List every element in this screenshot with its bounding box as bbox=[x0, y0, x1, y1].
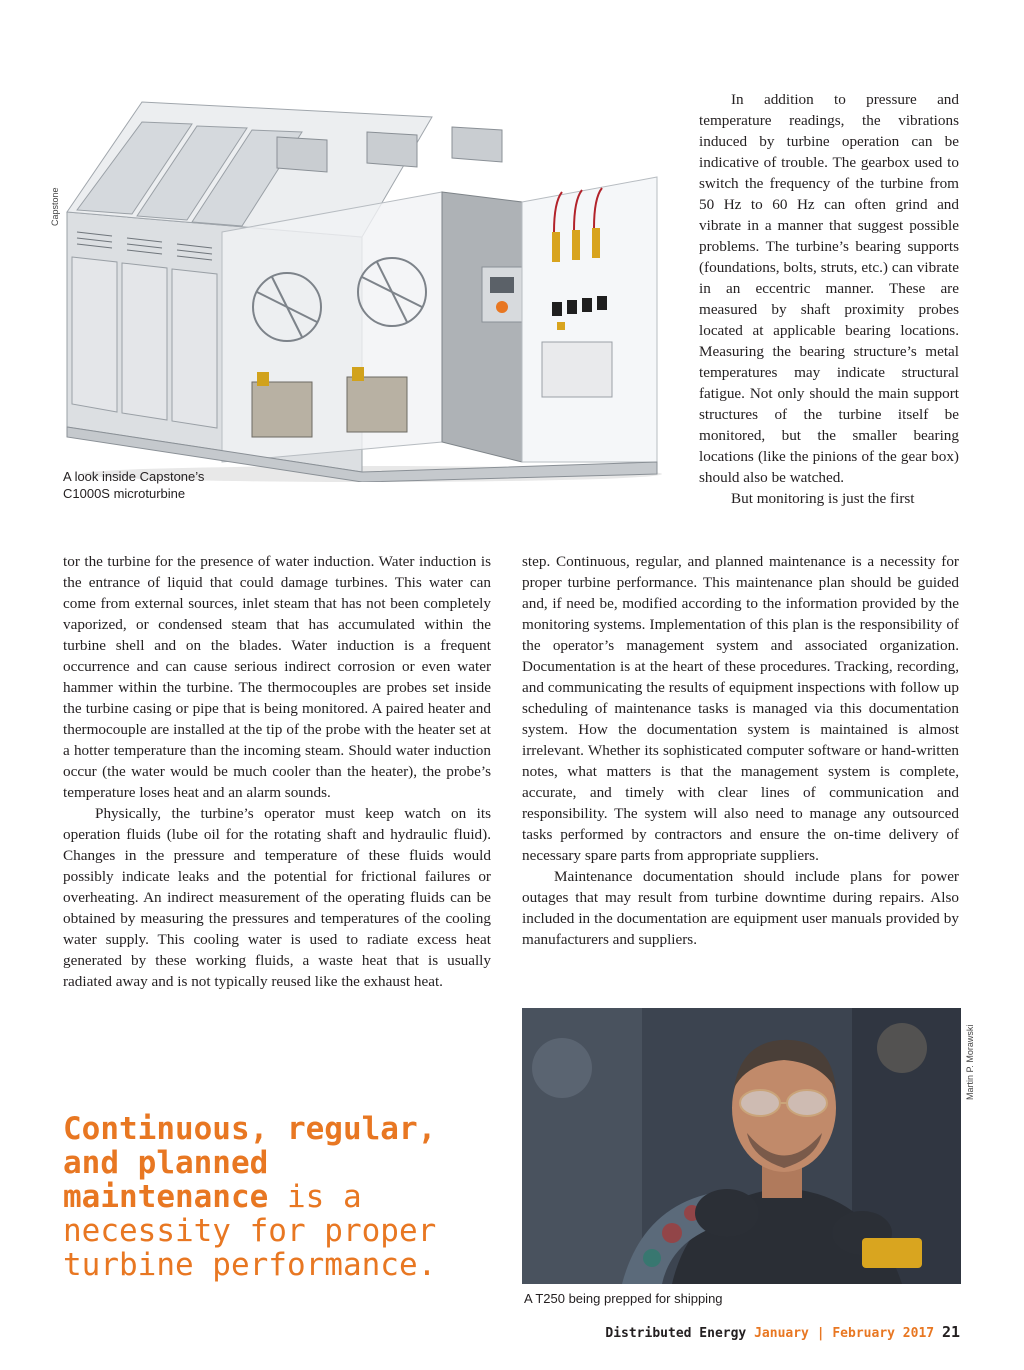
paragraph: step. Continuous, regular, and planned maintenance is a necessity for proper turbine performance. This maintenance plan should be guided and, if need be, modified according to the information provided by the monitoring systems. Implementation of this plan is the responsibility of the operator’s management system and associated organization. Documentation is at the heart of these procedures. Tracking, recording, and communicating the results of equipment inspections with follow up scheduling of maintenance tasks is managed via this documentation system. How the documentation system is maintained is almost irrelevant. Whether its sophisticated computer software or hand-written notes, what matters is that the management system is complete, accurate, and timely with clear lines of communication and responsibility. The system will also need to manage any outsourced tasks performed by contractors and ensure the on-time delivery of necessary spare parts from appropriate suppliers. bbox=[522, 553, 959, 864]
technician-photo-svg bbox=[522, 1008, 961, 1284]
right-column-bottom-text bbox=[522, 551, 959, 950]
right-column-top-text bbox=[699, 89, 959, 509]
turbine-illustration-svg bbox=[62, 82, 662, 482]
footer-magazine-name: Distributed Energy bbox=[605, 1326, 747, 1341]
technician-photo bbox=[522, 1008, 961, 1284]
bottom-image-caption: A T250 being prepped for shipping bbox=[524, 1291, 723, 1306]
paragraph: Maintenance documentation should include plans for power outages that may result from turbine downtime during repairs. Also included in the documentation are equipment user manuals provided by manufacturers and suppliers. bbox=[522, 868, 959, 948]
paragraph: tor the turbine for the presence of water induction. Water induction is the entrance of liquid that could damage turbines. This water can come from external sources, inlet steam that has not been completely vaporized, or condensed steam that has accumulated within the turbine shell and on the blades. Water induction is a frequent occurrence and can cause serious indirect corrosion or even water hammer within the turbine. The thermocouples are probes set inside the turbine casing or pipe that is being monitored. A paired heater and thermocouple are installed at the tip of the probe with the heater set at a hotter temperature than the incoming steam. Should water induction occur (the water would be much cooler than the heater), the probe’s temperature loses heat and an alarm sounds. bbox=[63, 553, 491, 801]
pull-quote-light: is a necessity for proper turbine performance. bbox=[63, 1179, 437, 1283]
pull-quote-bold: Continuous, regular, and planned maintenance bbox=[63, 1111, 437, 1215]
footer-page-number: 21 bbox=[941, 1323, 960, 1341]
top-image-credit: Capstone bbox=[50, 187, 60, 226]
paragraph: Physically, the turbine’s operator must keep watch on its operation fluids (lube oil for the rotating shaft and hydraulic fluid). Changes in the pressure and temperature of these fluids would possibly indicate leaks and the potential for frictional failures or overheating. An indirect measurement of the operating fluids can be obtained by measuring the pressures and temperatures of the cooling water supply. This cooling water is used to radiate excess heat generated by these working fluids, a waste heat that is usually radiated away and is not typically reused like the exhaust heat. bbox=[63, 805, 491, 990]
page-footer bbox=[605, 1323, 960, 1341]
turbine-illustration bbox=[62, 82, 662, 482]
pull-quote bbox=[63, 1112, 483, 1282]
footer-issue-date: January | February 2017 bbox=[754, 1326, 935, 1341]
top-image-caption-line-1: A look inside Capstone’s bbox=[63, 469, 205, 484]
paragraph: In addition to pressure and temperature readings, the vibrations induced by turbine operation can be indicative of trouble. The gearbox used to switch the frequency of the turbine from 50 Hz to 60 Hz can often grind and vibrate in a manner that suggest possible problems. The turbine’s bearing supports (foundations, bolts, struts, etc.) can vibrate in an eccentric manner. These are measured by shaft proximity probes located at applicable bearing locations. Measuring the bearing structure’s metal temperatures may indicate structural fatigue. Not only should the main support structures of the turbine itself be monitored, but the smaller bearing locations (like the pinions of the gear box) should also be watched. bbox=[699, 91, 959, 486]
top-image-caption bbox=[63, 468, 283, 502]
paragraph: But monitoring is just the first bbox=[731, 490, 915, 507]
left-column-text bbox=[63, 551, 491, 992]
bottom-image-credit: Martin P. Morawski bbox=[965, 1024, 975, 1100]
top-image-caption-line-2: C1000S microturbine bbox=[63, 486, 186, 501]
